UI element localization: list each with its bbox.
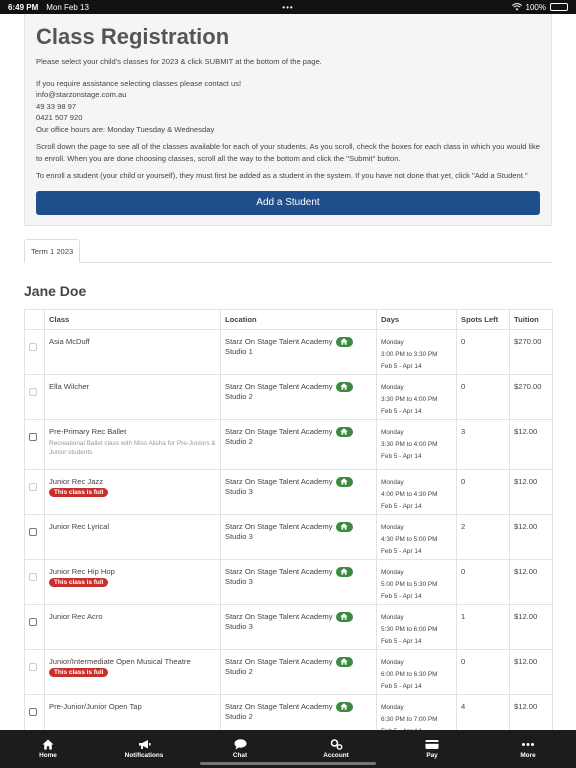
- battery-percent: 100%: [525, 2, 546, 12]
- class-day: Monday: [381, 478, 404, 486]
- location-home-button[interactable]: [336, 337, 353, 347]
- location-name: Starz On Stage Talent Academy: [225, 427, 333, 436]
- class-checkbox: [29, 663, 37, 671]
- intro-text: Please select your child's classes for 2023 & click SUBMIT at the bottom of the page.: [36, 57, 322, 66]
- location-name: Starz On Stage Talent Academy: [225, 657, 333, 666]
- tuition: $12.00: [510, 469, 553, 514]
- student-name: Jane Doe: [24, 282, 87, 299]
- bottom-tab-bar: [0, 730, 576, 768]
- location-home-button[interactable]: [336, 522, 353, 532]
- class-full-badge: This class is full: [49, 578, 108, 587]
- class-day: Monday: [381, 523, 404, 531]
- location-home-button[interactable]: [336, 427, 353, 437]
- home-icon: [340, 383, 348, 390]
- class-dates: Feb 5 - Apr 14: [381, 592, 422, 600]
- studio-name: Studio 2: [225, 666, 253, 676]
- table-row: [25, 559, 553, 604]
- class-name: Ella Wilcher: [49, 381, 90, 391]
- tuition: $12.00: [510, 604, 553, 649]
- class-name: Pre-Primary Rec Ballet: [49, 426, 127, 436]
- class-time: 4:30 PM to 5:00 PM: [381, 535, 438, 543]
- class-name: Pre-Junior/Junior Open Tap: [49, 701, 142, 711]
- class-name: Junior Rec Jazz: [49, 476, 104, 486]
- table-row: [25, 374, 553, 419]
- tab-more[interactable]: More: [480, 730, 576, 768]
- class-day: Monday: [381, 703, 404, 711]
- home-icon: [340, 613, 348, 620]
- table-row: [25, 649, 553, 694]
- location-name: Starz On Stage Talent Academy: [225, 522, 333, 531]
- table-row: [25, 604, 553, 649]
- class-description: Recreational Ballet class with Miss Alisha for Pre-Juniors & Junior students: [49, 439, 216, 456]
- home-icon: [42, 739, 54, 750]
- help-text: If you require assistance selecting classes please contact us!: [36, 78, 242, 88]
- card-icon: [425, 739, 439, 750]
- class-dates: Feb 5 - Apr 14: [381, 452, 422, 460]
- tab-home[interactable]: Home: [0, 730, 96, 768]
- class-dates: Feb 5 - Apr 14: [381, 682, 422, 690]
- class-time: 5:00 PM to 5:30 PM: [381, 580, 438, 588]
- location-home-button[interactable]: [336, 657, 353, 667]
- battery-icon: [550, 3, 568, 11]
- class-day: Monday: [381, 383, 404, 391]
- header-location: Location: [221, 309, 377, 329]
- class-name: Junior Rec Lyrical: [49, 521, 110, 531]
- classes-table: [24, 309, 553, 740]
- class-checkbox: [29, 343, 37, 351]
- class-name: Junior Rec Acro: [49, 611, 103, 621]
- spots-left: 0: [457, 469, 510, 514]
- wifi-icon: [512, 3, 522, 11]
- table-row: [25, 419, 553, 469]
- studio-name: Studio 3: [225, 576, 253, 586]
- location-name: Starz On Stage Talent Academy: [225, 477, 333, 486]
- header-tuition: Tuition: [510, 309, 553, 329]
- class-full-badge: This class is full: [49, 668, 108, 677]
- class-day: Monday: [381, 613, 404, 621]
- tuition: $12.00: [510, 694, 553, 739]
- home-icon: [340, 428, 348, 435]
- class-time: 6:00 PM to 6:30 PM: [381, 670, 438, 678]
- contact-phone-1[interactable]: 49 33 98 97: [36, 101, 77, 111]
- instructions-enroll: To enroll a student (your child or yourself), they must first be added as a student in the system. If you have not done that yet, click "Add a Student.": [36, 171, 528, 180]
- office-hours: Our office hours are: Monday Tuesday & Wednesday: [36, 124, 215, 134]
- gear-icon: [330, 739, 343, 750]
- class-checkbox[interactable]: [29, 708, 37, 716]
- home-icon: [340, 568, 348, 575]
- table-header-row: [25, 309, 553, 329]
- location-name: Starz On Stage Talent Academy: [225, 567, 333, 576]
- class-checkbox: [29, 388, 37, 396]
- location-home-button[interactable]: [336, 477, 353, 487]
- status-bar: [0, 0, 576, 14]
- class-checkbox: [29, 573, 37, 581]
- spots-left: 0: [457, 649, 510, 694]
- home-indicator: [200, 762, 376, 765]
- tab-term-1-2023[interactable]: Term 1 2023: [24, 239, 80, 263]
- class-time: 3:00 PM to 3:30 PM: [381, 350, 438, 358]
- tab-chat[interactable]: Chat: [192, 730, 288, 768]
- spots-left: 4: [457, 694, 510, 739]
- tab-pay[interactable]: Pay: [384, 730, 480, 768]
- location-name: Starz On Stage Talent Academy: [225, 382, 333, 391]
- more-dots-icon: [521, 739, 535, 750]
- status-time: 6:49 PM: [8, 2, 39, 12]
- tab-account[interactable]: Account: [288, 730, 384, 768]
- class-time: 3:30 PM to 4:00 PM: [381, 440, 438, 448]
- spots-left: 0: [457, 374, 510, 419]
- contact-phone-2[interactable]: 0421 507 920: [36, 113, 83, 122]
- location-home-button[interactable]: [336, 567, 353, 577]
- studio-name: Studio 2: [225, 436, 253, 446]
- tuition: $12.00: [510, 419, 553, 469]
- status-date: Mon Feb 13: [46, 2, 89, 12]
- home-icon: [340, 523, 348, 530]
- page-title: Class Registration: [36, 24, 230, 49]
- class-full-badge: This class is full: [49, 488, 108, 497]
- class-day: Monday: [381, 428, 404, 436]
- class-dates: Feb 5 - Apr 14: [381, 637, 422, 645]
- class-dates: Feb 5 - Apr 14: [381, 547, 422, 555]
- class-time: 4:00 PM to 4:30 PM: [381, 490, 438, 498]
- table-row: [25, 469, 553, 514]
- class-dates: Feb 5 - Apr 14: [381, 502, 422, 510]
- multitask-dots-icon[interactable]: •••: [282, 2, 294, 12]
- tuition: $270.00: [510, 329, 553, 374]
- header-days: Days: [377, 309, 457, 329]
- spots-left: 1: [457, 604, 510, 649]
- tuition: $12.00: [510, 559, 553, 604]
- intro-panel: [24, 14, 552, 226]
- spots-left: 0: [457, 559, 510, 604]
- studio-name: Studio 1: [225, 346, 253, 356]
- table-row: [25, 514, 553, 559]
- spots-left: 2: [457, 514, 510, 559]
- class-day: Monday: [381, 338, 404, 346]
- class-time: 6:30 PM to 7:00 PM: [381, 715, 438, 723]
- class-dates: Feb 5 - Apr 14: [381, 362, 422, 370]
- location-name: Starz On Stage Talent Academy: [225, 702, 333, 711]
- location-name: Starz On Stage Talent Academy: [225, 612, 333, 621]
- spots-left: 3: [457, 419, 510, 469]
- tuition: $270.00: [510, 374, 553, 419]
- home-icon: [340, 658, 348, 665]
- class-checkbox[interactable]: [29, 618, 37, 626]
- location-home-button[interactable]: [336, 382, 353, 392]
- class-day: Monday: [381, 658, 404, 666]
- class-name: Asia McDuff: [49, 336, 90, 346]
- class-checkbox[interactable]: [29, 433, 37, 441]
- studio-name: Studio 3: [225, 486, 253, 496]
- class-name: Junior Rec Hip Hop: [49, 566, 115, 576]
- home-icon: [340, 478, 348, 485]
- tuition: $12.00: [510, 514, 553, 559]
- add-student-button[interactable]: Add a Student: [36, 191, 540, 215]
- location-home-button[interactable]: [336, 702, 353, 712]
- spots-left: 0: [457, 329, 510, 374]
- class-name: Junior/Intermediate Open Musical Theatre: [49, 656, 191, 666]
- class-checkbox[interactable]: [29, 528, 37, 536]
- tab-notifications[interactable]: Notifications: [96, 730, 192, 768]
- term-tabs: [24, 239, 552, 263]
- class-time: 3:30 PM to 4:00 PM: [381, 395, 438, 403]
- page-content[interactable]: [0, 14, 576, 730]
- home-icon: [340, 338, 348, 345]
- class-time: 5:30 PM to 6:00 PM: [381, 625, 438, 633]
- header-spots-left: Spots Left: [457, 309, 510, 329]
- studio-name: Studio 2: [225, 711, 253, 721]
- chat-bubble-icon: [234, 739, 247, 750]
- table-row: [25, 329, 553, 374]
- location-home-button[interactable]: [336, 612, 353, 622]
- home-icon: [340, 703, 348, 710]
- megaphone-icon: [138, 739, 151, 750]
- class-day: Monday: [381, 568, 404, 576]
- header-class: Class: [45, 309, 221, 329]
- tuition: $12.00: [510, 649, 553, 694]
- location-name: Starz On Stage Talent Academy: [225, 337, 333, 346]
- instructions-scroll: Scroll down the page to see all of the classes available for each of your students. As you scroll, check the boxes for each class in which you would like to enroll. When you are done choosing classes, scroll all the way to the bottom and click the "Submit" button.: [36, 142, 540, 163]
- studio-name: Studio 3: [225, 531, 253, 541]
- class-checkbox: [29, 483, 37, 491]
- studio-name: Studio 2: [225, 391, 253, 401]
- contact-email[interactable]: info@starzonstage.com.au: [36, 90, 127, 99]
- class-dates: Feb 5 - Apr 14: [381, 407, 422, 415]
- studio-name: Studio 3: [225, 621, 253, 631]
